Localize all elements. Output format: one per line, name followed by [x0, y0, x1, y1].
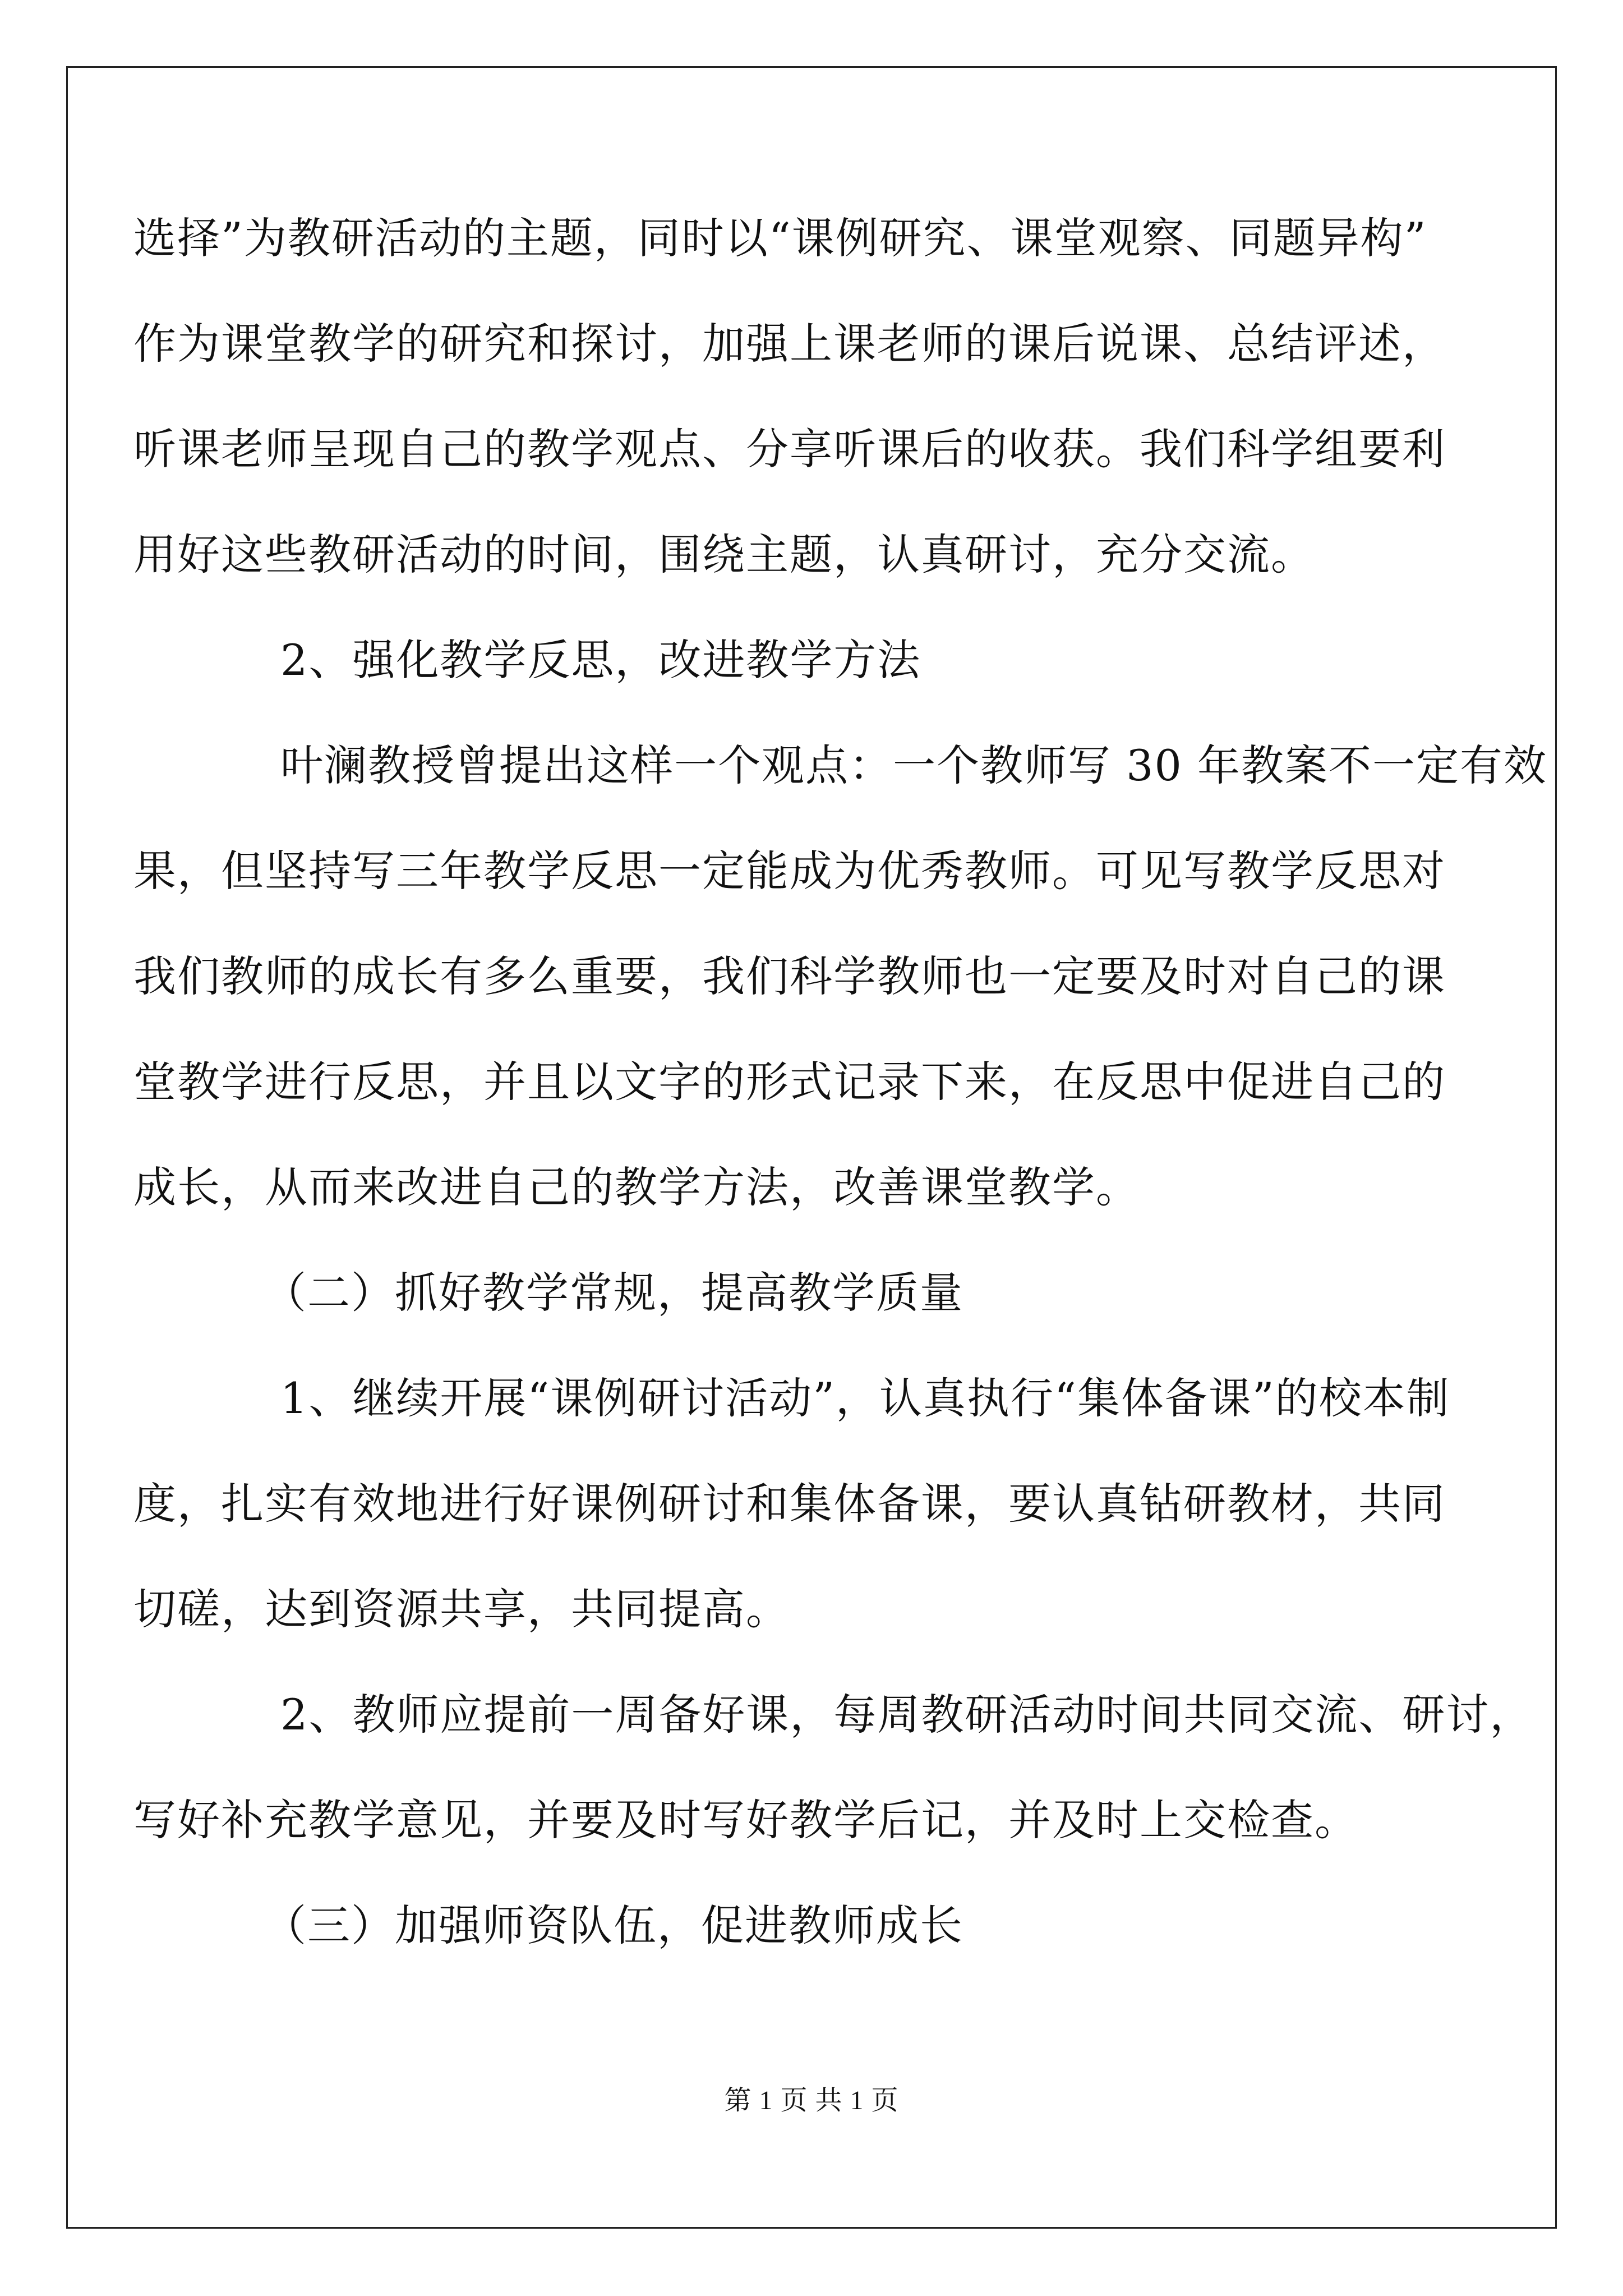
- text-line: 成长，从而来改进自己的教学方法，改善课堂教学。: [133, 1162, 1140, 1212]
- text-line: 果，但坚持写三年教学反思一定能成为优秀教师。可见写教学反思对: [133, 846, 1446, 896]
- text-line: 作为课堂教学的研究和探讨，加强上课老师的课后说课、总结评述，: [133, 319, 1446, 369]
- text-line: 听课老师呈现自己的教学观点、分享听课后的收获。我们科学组要利: [133, 424, 1446, 474]
- text-line: 写好补充教学意见，并要及时写好教学后记，并及时上交检查。: [133, 1795, 1358, 1845]
- section-heading: （二）抓好教学常规，提高教学质量: [264, 1268, 963, 1318]
- text-line: 2、教师应提前一周备好课，每周教研活动时间共同交流、研讨，: [280, 1690, 1534, 1740]
- text-line: 叶澜教授曾提出这样一个观点：一个教师写 30 年教案不一定有效: [280, 740, 1548, 790]
- section-heading: 2、强化教学反思，改进教学方法: [280, 635, 921, 685]
- text-line: 1、继续开展“课例研讨活动”，认真执行“集体备课”的校本制: [280, 1373, 1450, 1423]
- text-line: 选择”为教研活动的主题，同时以“课例研究、课堂观察、同题异构”: [133, 213, 1427, 263]
- text-line: 切磋，达到资源共享，共同提高。: [133, 1584, 790, 1634]
- text-line: 用好这些教研活动的时间，围绕主题，认真研讨，充分交流。: [133, 530, 1315, 579]
- page-number-footer: 第 1 页 共 1 页: [724, 2086, 899, 2115]
- text-line: 堂教学进行反思，并且以文字的形式记录下来，在反思中促进自己的: [133, 1057, 1446, 1107]
- section-heading: （三）加强师资队伍，促进教师成长: [264, 1901, 963, 1950]
- text-line: 度，扎实有效地进行好课例研讨和集体备课，要认真钻研教材，共同: [133, 1479, 1446, 1529]
- text-line: 我们教师的成长有多么重要，我们科学教师也一定要及时对自己的课: [133, 951, 1446, 1001]
